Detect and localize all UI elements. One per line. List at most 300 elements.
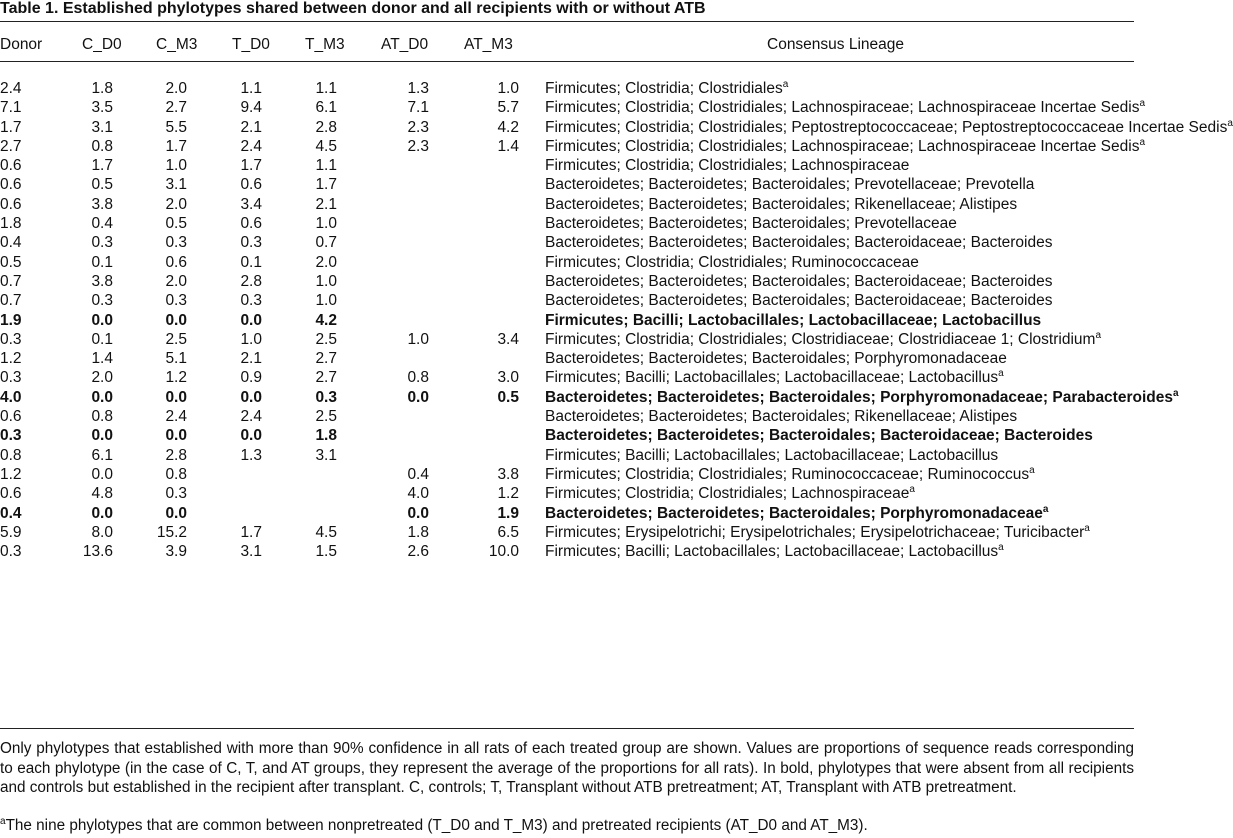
table-row	[0, 214, 1134, 233]
lineage-text: Firmicutes; Bacilli; Lactobacillales; Lactobacillaceae; Lactobacillus	[545, 446, 999, 464]
cell-at-d0: 2.3	[407, 137, 429, 155]
lineage-text: Firmicutes; Clostridia; Clostridiales; Ruminococcaceae	[545, 253, 919, 271]
lineage-text: Firmicutes; Erysipelotrichi; Erysipelotrichales; Erysipelotrichaceae; Turicibacter	[545, 523, 1085, 541]
cell-c-d0: 3.5	[91, 99, 113, 117]
cell-t-d0: 1.7	[240, 523, 262, 541]
cell-c-m3: 0.3	[165, 485, 187, 503]
cell-spacer	[519, 330, 545, 349]
cell-t-d0: 2.8	[240, 272, 262, 290]
cell-donor: 1.2	[0, 465, 22, 483]
cell-t-d0: 2.1	[240, 350, 262, 368]
lineage-text: Bacteroidetes; Bacteroidetes; Bacteroidales; Prevotellaceae	[545, 215, 957, 233]
cell-t-d0: 1.3	[240, 446, 262, 464]
cell-c-m3: 15.2	[156, 523, 187, 541]
cell-at-d0	[337, 407, 429, 426]
table-row	[0, 330, 1134, 349]
cell-t-m3: 4.2	[315, 311, 337, 329]
cell-donor: 0.6	[0, 485, 22, 503]
cell-c-d0: 2.0	[91, 369, 113, 387]
cell-spacer	[519, 426, 545, 445]
cell-c-m3: 0.8	[165, 465, 187, 483]
cell-c-m3: 3.9	[165, 543, 187, 561]
cell-c-m3: 1.2	[165, 369, 187, 387]
cell-c-m3: 0.5	[165, 215, 187, 233]
cell-c-d0: 13.6	[82, 543, 113, 561]
cell-t-m3: 4.5	[315, 137, 337, 155]
cell-donor: 0.7	[0, 292, 22, 310]
cell-consensus-lineage	[545, 523, 1134, 542]
cell-t-m3: 1.7	[315, 176, 337, 194]
cell-consensus-lineage	[545, 330, 1134, 349]
cell-c-m3: 1.7	[165, 137, 187, 155]
cell-spacer	[519, 388, 545, 407]
cell-c-m3: 2.4	[165, 408, 187, 426]
header-c-m3: C_M3	[156, 36, 198, 53]
cell-at-d0	[337, 426, 429, 445]
lineage-text: Bacteroidetes; Bacteroidetes; Bacteroidales; Bacteroidaceae; Bacteroides	[545, 234, 1053, 252]
cell-consensus-lineage	[545, 233, 1134, 252]
table-row	[0, 272, 1134, 291]
cell-t-d0: 0.3	[240, 234, 262, 252]
cell-at-d0: 0.8	[407, 369, 429, 387]
cell-c-d0: 0.0	[91, 311, 113, 329]
cell-at-m3: 1.0	[497, 80, 519, 97]
cell-c-d0: 0.8	[91, 408, 113, 426]
cell-t-m3: 2.7	[315, 369, 337, 387]
cell-c-m3: 0.0	[165, 388, 187, 406]
cell-spacer	[519, 214, 545, 233]
cell-spacer	[519, 137, 545, 156]
cell-c-d0: 1.4	[91, 350, 113, 368]
cell-c-m3: 0.3	[165, 234, 187, 252]
cell-donor: 2.4	[0, 80, 22, 97]
cell-t-m3: 2.7	[315, 350, 337, 368]
table-footnote: Only phylotypes that established with more than 90% confidence in all rats of each treated group are shown. Values are proportions of sequence reads corresponding to each phylotype (in the case of C, T, and AT groups, they represent the average of the proportions for all rats). In bold, phylotypes that were absent from all recipients and controls but established in the recipient after transplant. C, controls; T, Transplant without ATB pretreatment; AT, Transplant with ATB pretreatment.	[0, 740, 1134, 796]
lineage-text: Firmicutes; Clostridia; Clostridiales; Ruminococcaceae; Ruminococcus	[545, 465, 1030, 483]
cell-at-d0	[337, 446, 429, 465]
cell-at-m3: 4.2	[497, 118, 519, 136]
table-row	[0, 465, 1134, 484]
lineage-wrap	[545, 426, 1134, 445]
cell-donor: 0.5	[0, 253, 22, 271]
header-c-d0: C_D0	[82, 36, 122, 53]
cell-spacer	[519, 311, 545, 330]
cell-t-d0: 0.9	[240, 369, 262, 387]
cell-at-d0: 0.0	[407, 388, 429, 406]
cell-at-d0: 2.6	[407, 543, 429, 561]
cell-spacer	[519, 195, 545, 214]
cell-at-m3	[429, 272, 519, 291]
cell-at-m3: 1.2	[497, 485, 519, 503]
cell-t-d0: 2.1	[240, 118, 262, 136]
lineage-text: Firmicutes; Clostridia; Clostridiales	[545, 80, 783, 97]
cell-donor: 1.9	[0, 311, 22, 329]
cell-t-m3: 3.1	[315, 446, 337, 464]
cell-spacer	[519, 175, 545, 194]
cell-consensus-lineage	[545, 175, 1134, 194]
lineage-text: Bacteroidetes; Bacteroidetes; Bacteroidales; Porphyromonadaceae	[545, 350, 1007, 368]
cell-consensus-lineage	[545, 484, 1134, 503]
cell-spacer	[519, 504, 545, 523]
table-row	[0, 175, 1134, 194]
table-row	[0, 195, 1134, 214]
cell-t-m3: 2.1	[315, 195, 337, 213]
cell-t-m3: 2.5	[315, 330, 337, 348]
lineage-text: Firmicutes; Bacilli; Lactobacillales; Lactobacillaceae; Lactobacillus	[545, 543, 999, 561]
cell-at-d0: 0.0	[407, 504, 429, 522]
cell-spacer	[519, 465, 545, 484]
cell-at-m3: 5.7	[497, 99, 519, 117]
footnote-marker: a	[1139, 98, 1146, 110]
lineage-wrap	[545, 291, 1134, 310]
cell-donor: 1.7	[0, 118, 22, 136]
table-row	[0, 311, 1134, 330]
table-row	[0, 137, 1134, 156]
header-at-m3: AT_M3	[464, 36, 513, 53]
cell-consensus-lineage	[545, 311, 1134, 330]
lineage-wrap	[545, 368, 1134, 387]
cell-at-d0: 2.3	[407, 118, 429, 136]
cell-donor: 2.7	[0, 137, 22, 155]
lineage-wrap	[545, 156, 1134, 175]
cell-consensus-lineage	[545, 272, 1134, 291]
lineage-wrap	[545, 542, 1134, 561]
cell-at-m3: 3.8	[497, 465, 519, 483]
cell-donor: 1.2	[0, 350, 22, 368]
lineage-text: Firmicutes; Clostridia; Clostridiales; Peptostreptococcaceae; Peptostreptococcaceae Incertae Sedis	[545, 118, 1228, 136]
cell-c-m3: 2.0	[165, 80, 187, 97]
cell-at-d0: 1.0	[407, 330, 429, 348]
cell-at-d0	[337, 272, 429, 291]
lineage-wrap	[545, 330, 1134, 349]
cell-donor: 5.9	[0, 523, 22, 541]
cell-t-m3: 1.1	[315, 80, 337, 97]
lineage-wrap	[545, 79, 1134, 98]
cell-at-m3	[429, 214, 519, 233]
cell-t-d0: 1.0	[240, 330, 262, 348]
lineage-wrap	[545, 407, 1134, 426]
cell-t-d0: 0.1	[240, 253, 262, 271]
cell-t-m3: 1.0	[315, 272, 337, 290]
footnote-marker: a	[1095, 329, 1101, 341]
lineage-wrap	[545, 504, 1134, 523]
cell-at-m3	[429, 253, 519, 272]
cell-t-m3	[262, 465, 337, 484]
cell-c-m3: 2.7	[165, 99, 187, 117]
cell-c-m3: 2.0	[165, 195, 187, 213]
cell-t-m3: 2.5	[315, 408, 337, 426]
cell-at-d0: 7.1	[407, 99, 429, 117]
cell-c-m3: 2.5	[165, 330, 187, 348]
cell-spacer	[519, 349, 545, 368]
cell-consensus-lineage	[545, 291, 1134, 310]
cell-at-d0: 1.8	[407, 523, 429, 541]
cell-at-d0	[337, 214, 429, 233]
lineage-wrap	[545, 98, 1146, 117]
cell-c-d0: 0.3	[91, 234, 113, 252]
cell-consensus-lineage	[545, 214, 1134, 233]
cell-consensus-lineage	[545, 156, 1134, 175]
cell-spacer	[519, 542, 545, 561]
cell-spacer	[519, 272, 545, 291]
cell-donor: 4.0	[0, 388, 22, 406]
cell-t-m3: 1.0	[315, 215, 337, 233]
cell-donor: 0.6	[0, 408, 22, 426]
header-t-d0: T_D0	[232, 36, 270, 53]
cell-spacer	[519, 368, 545, 387]
cell-c-d0: 3.8	[91, 195, 113, 213]
lineage-text: Firmicutes; Clostridia; Clostridiales; Lachnospiraceae	[545, 485, 910, 503]
cell-at-d0	[337, 175, 429, 194]
cell-c-d0: 3.1	[91, 118, 113, 136]
cell-at-m3	[429, 291, 519, 310]
table-row	[0, 388, 1134, 407]
header-t-m3: T_M3	[305, 36, 345, 53]
cell-spacer	[519, 523, 545, 542]
lineage-wrap	[545, 387, 1179, 407]
cell-at-m3	[429, 195, 519, 214]
cell-at-m3	[429, 311, 519, 330]
cell-t-d0: 9.4	[240, 99, 262, 117]
cell-c-d0: 0.1	[91, 330, 113, 348]
footnote-marker: a	[1084, 522, 1090, 534]
cell-at-d0	[337, 253, 429, 272]
cell-donor: 0.4	[0, 234, 22, 252]
cell-spacer	[519, 156, 545, 175]
cell-c-d0: 0.0	[91, 388, 113, 406]
cell-donor: 1.8	[0, 215, 22, 233]
cell-t-d0: 2.4	[240, 408, 262, 426]
cell-at-m3: 1.9	[497, 504, 519, 522]
cell-at-m3: 3.0	[497, 369, 519, 387]
cell-t-d0: 0.6	[240, 176, 262, 194]
cell-donor: 7.1	[0, 99, 22, 117]
cell-t-d0: 0.0	[240, 427, 262, 445]
cell-c-m3: 5.1	[165, 350, 187, 368]
cell-t-m3: 0.3	[315, 388, 337, 406]
table-row	[0, 446, 1134, 465]
table-row	[0, 233, 1134, 252]
cell-c-d0: 0.5	[91, 176, 113, 194]
lineage-text: Firmicutes; Clostridia; Clostridiales; Lachnospiraceae; Lachnospiraceae Incertae Sedis	[545, 99, 1140, 117]
cell-t-d0: 1.7	[240, 157, 262, 175]
table-row	[0, 504, 1134, 523]
lineage-text: Bacteroidetes; Bacteroidetes; Bacteroidales; Porphyromonadaceae; Parabacteroides	[545, 388, 1173, 406]
lineage-wrap	[545, 484, 1134, 503]
lineage-wrap	[545, 253, 1134, 272]
cell-c-m3: 0.0	[165, 311, 187, 329]
lineage-wrap	[545, 175, 1134, 194]
cell-at-d0	[337, 156, 429, 175]
lineage-wrap	[545, 136, 1146, 156]
cell-at-m3	[429, 407, 519, 426]
cell-c-d0: 0.8	[91, 137, 113, 155]
cell-consensus-lineage	[545, 426, 1134, 445]
cell-c-m3: 1.0	[165, 157, 187, 175]
lineage-wrap	[545, 523, 1134, 542]
cell-consensus-lineage	[545, 195, 1134, 214]
cell-t-m3	[262, 484, 337, 503]
lineage-text: Firmicutes; Bacilli; Lactobacillales; Lactobacillaceae; Lactobacillus	[545, 311, 1042, 329]
cell-at-d0	[337, 195, 429, 214]
cell-at-d0	[337, 349, 429, 368]
cell-at-m3	[429, 426, 519, 445]
cell-consensus-lineage	[545, 136, 1146, 156]
bottom-rule	[0, 728, 1134, 729]
cell-donor: 0.3	[0, 330, 22, 348]
table-row	[0, 523, 1134, 542]
cell-t-m3: 6.1	[315, 99, 337, 117]
cell-c-d0: 0.0	[91, 427, 113, 445]
cell-at-m3	[429, 349, 519, 368]
footnote-marker: a	[1139, 136, 1146, 148]
lineage-text: Firmicutes; Clostridia; Clostridiales; Clostridiaceae; Clostridiaceae 1; Clostridium	[545, 330, 1096, 348]
cell-t-d0	[187, 484, 262, 503]
cell-at-d0	[337, 311, 429, 330]
cell-consensus-lineage	[545, 117, 1233, 137]
cell-donor: 0.3	[0, 543, 22, 561]
header-consensus-lineage: Consensus Lineage	[767, 36, 905, 53]
cell-consensus-lineage	[545, 253, 1134, 272]
footnote-a-mark: a	[0, 815, 6, 827]
cell-t-m3: 4.5	[315, 523, 337, 541]
table-row	[0, 291, 1134, 310]
table-row	[0, 118, 1134, 137]
cell-at-d0: 4.0	[407, 485, 429, 503]
cell-c-d0: 0.1	[91, 253, 113, 271]
cell-consensus-lineage	[545, 446, 1134, 465]
lineage-wrap	[545, 272, 1134, 291]
table-row	[0, 542, 1134, 561]
cell-c-d0: 0.0	[91, 465, 113, 483]
cell-c-d0: 0.4	[91, 215, 113, 233]
cell-consensus-lineage	[545, 98, 1146, 117]
lineage-wrap	[545, 233, 1134, 252]
footnote-marker: a	[1227, 117, 1233, 129]
cell-at-m3: 1.4	[497, 137, 519, 155]
cell-consensus-lineage	[545, 368, 1134, 387]
footnote-marker: a	[1172, 387, 1179, 399]
cell-c-d0: 0.3	[91, 292, 113, 310]
footnote-marker: a	[998, 368, 1004, 380]
cell-consensus-lineage	[545, 79, 1134, 98]
lineage-wrap	[545, 311, 1134, 330]
cell-at-m3	[429, 175, 519, 194]
footnote-marker: a	[1042, 503, 1049, 515]
cell-c-d0: 1.7	[91, 157, 113, 175]
cell-t-d0: 1.1	[240, 80, 262, 97]
cell-c-m3: 3.1	[165, 176, 187, 194]
cell-consensus-lineage	[545, 387, 1179, 407]
cell-at-m3: 0.5	[497, 388, 519, 406]
table-title: Table 1. Established phylotypes shared between donor and all recipients with or without ATB	[0, 0, 706, 17]
cell-c-d0: 8.0	[91, 523, 113, 541]
cell-spacer	[519, 484, 545, 503]
cell-at-d0: 1.3	[407, 80, 429, 97]
cell-spacer	[519, 446, 545, 465]
cell-consensus-lineage	[545, 407, 1134, 426]
top-rule	[0, 21, 1134, 22]
cell-spacer	[519, 291, 545, 310]
cell-at-m3: 6.5	[497, 523, 519, 541]
cell-at-m3	[429, 156, 519, 175]
table-row	[0, 349, 1134, 368]
cell-t-d0: 0.6	[240, 215, 262, 233]
cell-t-m3: 2.0	[315, 253, 337, 271]
table-row	[0, 484, 1134, 503]
cell-at-m3	[429, 233, 519, 252]
cell-at-d0	[337, 233, 429, 252]
lineage-text: Firmicutes; Bacilli; Lactobacillales; Lactobacillaceae; Lactobacillus	[545, 369, 999, 387]
header-rule	[0, 61, 1134, 62]
cell-spacer	[519, 118, 545, 137]
cell-t-d0: 3.4	[240, 195, 262, 213]
table-row	[0, 253, 1134, 272]
table-row	[0, 368, 1134, 387]
header-at-d0: AT_D0	[381, 36, 429, 53]
lineage-text: Bacteroidetes; Bacteroidetes; Bacteroidales; Bacteroidaceae; Bacteroides	[545, 292, 1053, 310]
lineage-wrap	[545, 195, 1134, 214]
footnote-marker: a	[998, 541, 1004, 553]
cell-c-m3: 2.8	[165, 446, 187, 464]
phylotype-table	[0, 78, 1233, 561]
cell-spacer	[519, 407, 545, 426]
cell-t-m3: 1.8	[315, 427, 337, 445]
table-row	[0, 98, 1134, 117]
footnote-marker: a	[782, 78, 789, 90]
cell-t-m3: 1.5	[315, 543, 337, 561]
lineage-wrap	[545, 465, 1134, 484]
cell-spacer	[519, 253, 545, 272]
table-footnote-a	[0, 817, 868, 835]
footnote-marker: a	[1029, 464, 1035, 476]
lineage-wrap	[545, 446, 1134, 465]
cell-t-m3: 1.0	[315, 292, 337, 310]
cell-t-d0: 3.1	[240, 543, 262, 561]
cell-c-d0: 0.0	[91, 504, 113, 522]
cell-spacer	[519, 98, 545, 117]
cell-c-m3: 5.5	[165, 118, 187, 136]
lineage-text: Bacteroidetes; Bacteroidetes; Bacteroidales; Bacteroidaceae; Bacteroides	[545, 272, 1053, 290]
cell-t-d0	[187, 504, 262, 523]
cell-donor: 0.6	[0, 176, 22, 194]
cell-t-d0	[187, 465, 262, 484]
cell-c-m3: 0.6	[165, 253, 187, 271]
table-row	[0, 156, 1134, 175]
cell-consensus-lineage	[545, 465, 1134, 484]
cell-donor: 0.8	[0, 446, 22, 464]
lineage-text: Bacteroidetes; Bacteroidetes; Bacteroidales; Bacteroidaceae; Bacteroides	[545, 427, 1093, 445]
cell-at-d0: 0.4	[407, 465, 429, 483]
cell-c-m3: 0.0	[165, 427, 187, 445]
cell-donor: 0.7	[0, 272, 22, 290]
cell-donor: 0.6	[0, 195, 22, 213]
cell-t-m3	[262, 504, 337, 523]
cell-c-d0: 6.1	[91, 446, 113, 464]
cell-t-d0: 0.0	[240, 388, 262, 406]
lineage-text: Bacteroidetes; Bacteroidetes; Bacteroidales; Prevotellaceae; Prevotella	[545, 176, 1035, 194]
lineage-text: Bacteroidetes; Bacteroidetes; Bacteroidales; Rikenellaceae; Alistipes	[545, 195, 1018, 213]
header-donor: Donor	[0, 36, 43, 53]
lineage-wrap	[545, 214, 1134, 233]
cell-at-m3: 3.4	[497, 330, 519, 348]
cell-at-m3: 10.0	[488, 543, 519, 561]
cell-t-m3: 2.8	[315, 118, 337, 136]
cell-spacer	[519, 79, 545, 98]
cell-c-m3: 0.3	[165, 292, 187, 310]
footnote-marker: a	[909, 484, 915, 496]
lineage-wrap	[545, 117, 1233, 137]
